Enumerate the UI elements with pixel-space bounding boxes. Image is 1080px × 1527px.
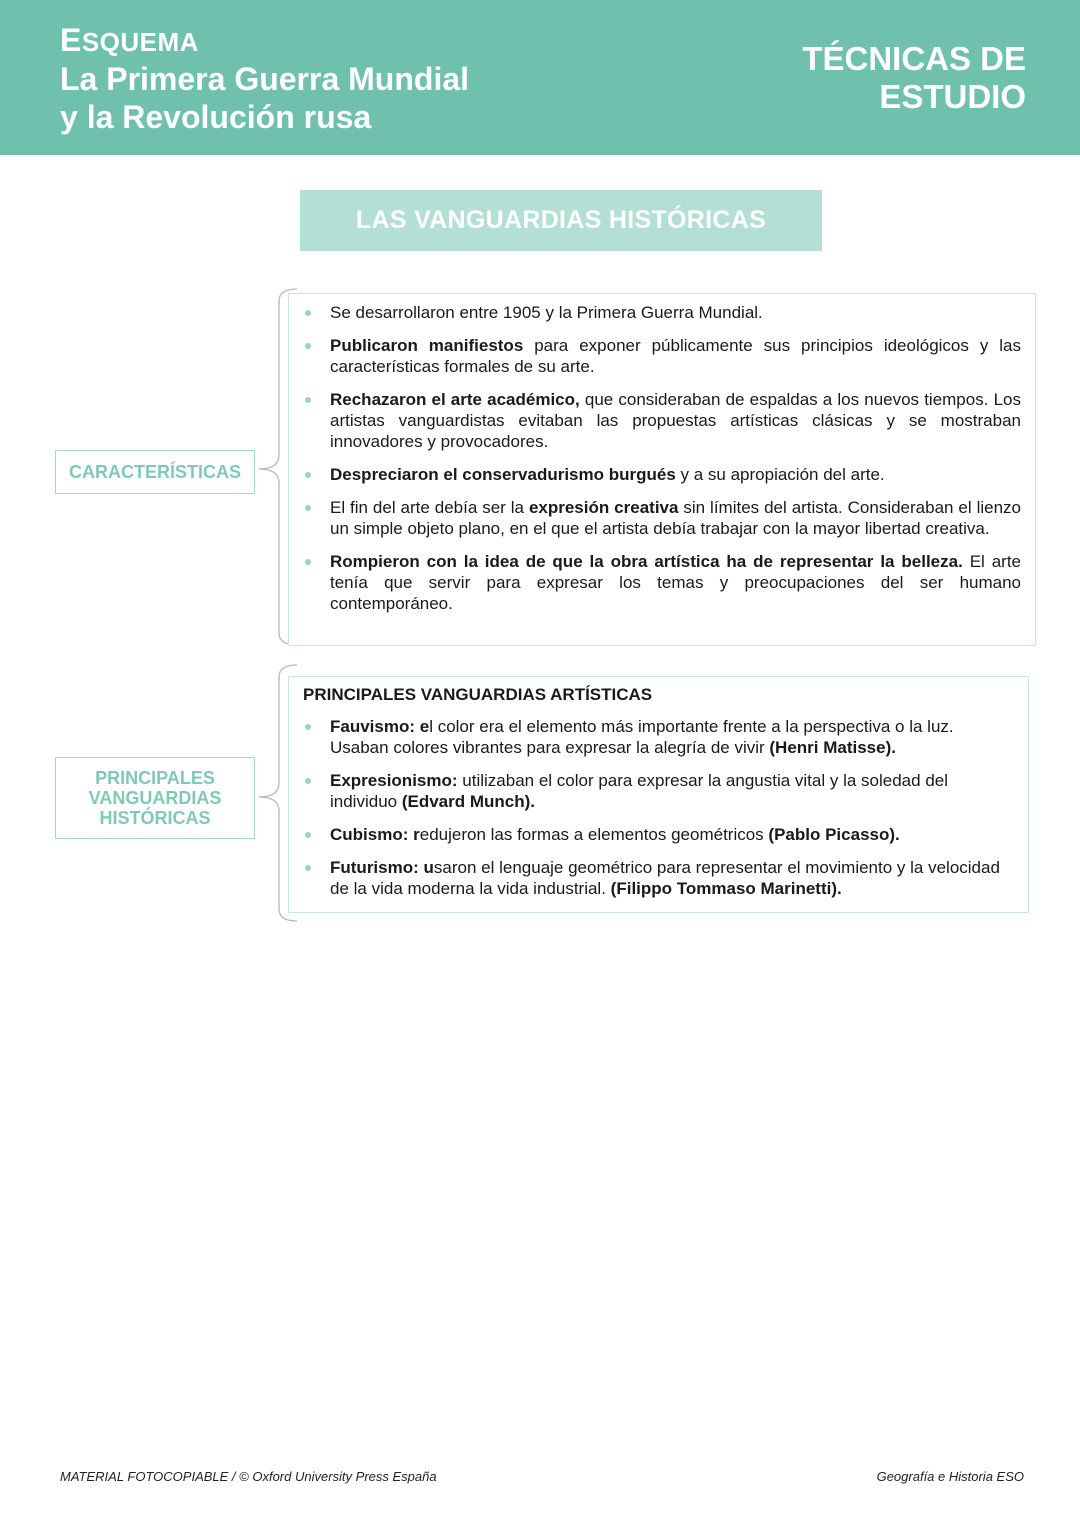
list-item: El fin del arte debía ser la expresión creativa sin límites del artista. Consideraban el lienzo un simple objeto plano, en el que el artista debía trabajar con la mayor libertad creativa. bbox=[303, 497, 1021, 539]
bullet-icon bbox=[305, 472, 311, 478]
header-section-label bbox=[802, 40, 1026, 116]
caracteristicas-list bbox=[303, 302, 1021, 614]
list-item: Se desarrollaron entre 1905 y la Primera Guerra Mundial. bbox=[303, 302, 1021, 323]
header-title-block bbox=[60, 22, 469, 136]
list-item: Despreciaron el conservadurismo burgués y a su apropiación del arte. bbox=[303, 464, 1021, 485]
bullet-icon bbox=[305, 778, 311, 784]
bullet-icon bbox=[305, 865, 311, 871]
bullet-icon bbox=[305, 397, 311, 403]
header-section-line2: ESTUDIO bbox=[879, 78, 1026, 115]
list-item: Futurismo: usaron el lenguaje geométrico para representar el movimiento y la velocidad de la vida moderna la vida industrial. (Filippo Tommaso Marinetti). bbox=[303, 857, 1014, 899]
panel-caracteristicas bbox=[288, 293, 1036, 646]
header-title-line1: La Primera Guerra Mundial bbox=[60, 61, 470, 97]
bullet-icon bbox=[305, 724, 311, 730]
section-banner: LAS VANGUARDIAS HISTÓRICAS bbox=[300, 190, 822, 251]
bullet-icon bbox=[305, 832, 311, 838]
label-caracteristicas: CARACTERÍSTICAS bbox=[55, 450, 255, 494]
bullet-icon bbox=[305, 310, 311, 316]
footer-subject: Geografía e Historia ESO bbox=[876, 1469, 1024, 1484]
list-item: Rechazaron el arte académico, que consideraban de espaldas a los nuevos tiempos. Los artistas vanguardistas evitaban las propuestas artísticas clásicas y se mostraban innovadores y provocadores. bbox=[303, 389, 1021, 452]
bullet-icon bbox=[305, 505, 311, 511]
panel-principales-vanguardias bbox=[288, 676, 1029, 913]
panel-heading: PRINCIPALES VANGUARDIAS ARTÍSTICAS bbox=[303, 685, 653, 704]
header-kicker: ESQUEMA bbox=[60, 22, 199, 58]
footer-copyright: MATERIAL FOTOCOPIABLE / © Oxford University Press España bbox=[60, 1469, 437, 1484]
bullet-icon bbox=[305, 343, 311, 349]
list-item: Expresionismo: utilizaban el color para expresar la angustia vital y la soledad del individuo (Edvard Munch). bbox=[303, 770, 1014, 812]
label-principales-vanguardias: PRINCIPALES VANGUARDIAS HISTÓRICAS bbox=[55, 757, 255, 839]
header-bar bbox=[0, 0, 1080, 155]
list-item: Fauvismo: el color era el elemento más importante frente a la perspectiva o la luz. Usaban colores vibrantes para expresar la alegría de vivir (Henri Matisse). bbox=[303, 716, 1014, 758]
header-title-line2: y la Revolución rusa bbox=[60, 99, 372, 135]
list-item: Cubismo: redujeron las formas a elementos geométricos (Pablo Picasso). bbox=[303, 824, 1014, 845]
list-item: Rompieron con la idea de que la obra artística ha de representar la belleza. El arte tenía que servir para expresar los temas y preocupaciones del ser humano contemporáneo. bbox=[303, 551, 1021, 614]
bullet-icon bbox=[305, 559, 311, 565]
list-item: Publicaron manifiestos para exponer públicamente sus principios ideológicos y las características formales de su arte. bbox=[303, 335, 1021, 377]
header-section-line1: TÉCNICAS DE bbox=[802, 40, 1026, 77]
vanguardias-list bbox=[303, 716, 1014, 899]
